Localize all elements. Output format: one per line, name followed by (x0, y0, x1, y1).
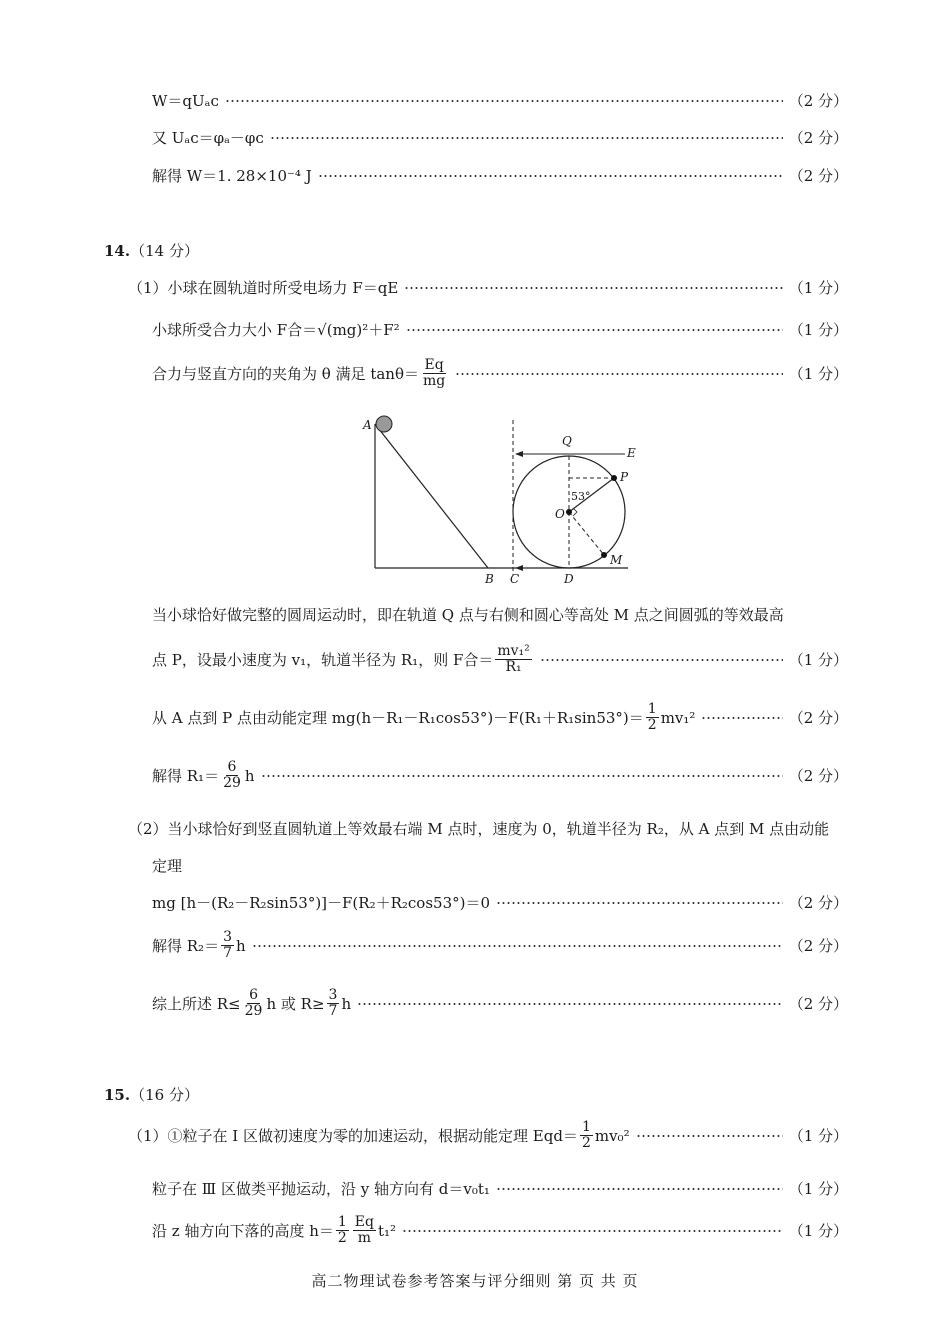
leader-dots (404, 287, 782, 289)
answer-line (152, 1178, 848, 1199)
leader-dots (636, 1135, 783, 1137)
leader-dots (701, 717, 782, 719)
answer-line (128, 277, 848, 298)
leader-dots (406, 329, 783, 331)
answer-line (152, 165, 848, 186)
formula-text: （1）①粒子在 Ⅰ 区做初速度为零的加速运动，根据动能定理 Eqd＝ (128, 1127, 578, 1146)
fraction (221, 930, 234, 962)
answer-line (152, 319, 848, 340)
answer-line (152, 90, 848, 111)
fraction (221, 760, 243, 792)
radius-om (569, 512, 604, 555)
question-points: （16 分） (130, 1086, 199, 1104)
formula: 又 Uₐᴄ＝φₐ－φᴄ (152, 129, 264, 147)
fraction (495, 644, 531, 676)
paragraph: 定理 (152, 857, 183, 875)
leader-dots (225, 100, 783, 102)
fraction (336, 1215, 349, 1247)
answer-line (152, 644, 848, 676)
score: （1 分） (788, 321, 848, 339)
fraction (580, 1120, 593, 1152)
paragraph: （2）当小球恰好到竖直圆轨道上等效最右端 M 点时，速度为 0，轨道半径为 R₂，从 A 点到 M 点由动能 (128, 820, 830, 838)
arrow-head (515, 451, 523, 457)
label-angle: 53° (571, 490, 591, 503)
paragraph: 当小球恰好做完整的圆周运动时，即在轨道 Q 点与右侧和圆心等高处 M 点之间圆弧的等效最高 (152, 606, 784, 624)
fraction (243, 988, 265, 1020)
formula: 解得 W＝1. 28×10⁻⁴ J (152, 167, 312, 185)
formula-text: 合力与竖直方向的夹角为 θ 满足 tanθ＝ (152, 365, 419, 384)
question-15-heading (104, 1084, 199, 1105)
point-o (566, 509, 572, 515)
formula-text: h (236, 936, 246, 955)
page-footer: 高二物理试卷参考答案与评分细则 第 页 共 页 (311, 1272, 639, 1290)
formula (152, 988, 351, 1020)
answer-line (152, 892, 848, 913)
score: （2 分） (788, 767, 848, 786)
formula (152, 760, 255, 792)
leader-dots (496, 902, 783, 904)
numerator: 1 (337, 1214, 347, 1230)
answer-line (152, 702, 848, 734)
formula (152, 702, 695, 734)
score: （1 分） (788, 279, 848, 297)
answer-line (152, 358, 848, 390)
denominator: R₁ (505, 659, 522, 676)
answer-line (152, 760, 848, 792)
label-q: Q (562, 434, 572, 448)
numerator: 6 (249, 987, 259, 1003)
denominator: 7 (328, 1003, 338, 1020)
formula (152, 644, 534, 676)
formula-text: 从 A 点到 P 点由动能定理 mg(h－R₁－R₁cos53°)－F(R₁＋R₁sin53°)＝ (152, 709, 644, 728)
label-d: D (564, 572, 574, 586)
leader-dots (496, 1188, 783, 1190)
label-e: E (627, 446, 636, 460)
leader-dots (540, 659, 783, 661)
answer-line (128, 1120, 848, 1152)
denominator: m (357, 1230, 372, 1247)
score: （1 分） (788, 651, 848, 670)
answer-line (152, 988, 848, 1020)
leader-dots (455, 373, 782, 375)
formula-text: 解得 R₁＝ (152, 767, 220, 786)
score: （1 分） (788, 365, 848, 384)
ball (376, 416, 392, 432)
score: （2 分） (788, 995, 848, 1014)
question-points: （14 分） (130, 242, 199, 260)
formula-text: h (244, 766, 255, 785)
answer-line (152, 1215, 848, 1247)
question-14-heading (104, 240, 199, 261)
formula-text: h 或 R≥ (266, 995, 325, 1014)
point-m (601, 552, 607, 558)
leader-dots (261, 775, 783, 777)
numerator: 1 (581, 1119, 591, 1135)
leader-dots (357, 1003, 783, 1005)
formula-text: t₁² (377, 1221, 397, 1240)
answer-line (152, 930, 848, 962)
formula-text: 点 P，设最小速度为 v₁，轨道半径为 R₁，则 F合＝ (152, 651, 494, 670)
score: （1 分） (788, 1127, 848, 1146)
numerator: Eq (354, 1214, 374, 1230)
formula-text: 沿 z 轴方向下落的高度 h＝ (152, 1222, 334, 1241)
denominator: 2 (581, 1135, 591, 1152)
score: （2 分） (788, 92, 848, 110)
score: （1 分） (788, 1222, 848, 1241)
formula (152, 930, 246, 962)
formula-text: h (341, 994, 352, 1013)
numerator: mv₁² (497, 643, 530, 659)
label-b: B (485, 572, 494, 586)
leader-dots (402, 1230, 783, 1232)
denominator: 29 (244, 1003, 263, 1020)
track-diagram (355, 410, 645, 590)
numerator: 3 (223, 929, 232, 945)
fraction (327, 988, 340, 1020)
formula: 小球所受合力大小 F合＝√(mg)²＋F² (152, 321, 400, 339)
label-a: A (363, 418, 372, 432)
numerator: 1 (647, 701, 657, 717)
question-number: 14. (104, 242, 131, 260)
answer-line (152, 127, 848, 148)
denominator: mg (423, 373, 446, 390)
score: （2 分） (788, 894, 848, 912)
score: （2 分） (788, 937, 848, 956)
formula: mg [h－(R₂－R₂sin53°)]－F(R₂＋R₂cos53°)＝0 (152, 894, 491, 912)
arrow-head (515, 565, 523, 571)
fraction (421, 358, 447, 390)
formula-text: mv₁² (660, 708, 696, 727)
fraction (646, 702, 659, 734)
score: （2 分） (788, 167, 848, 185)
formula (152, 1215, 396, 1247)
denominator: 2 (337, 1230, 347, 1247)
denominator: 2 (647, 717, 657, 734)
label-o: O (555, 507, 565, 521)
label-p: P (620, 470, 629, 484)
incline-slope (375, 424, 488, 568)
denominator: 29 (223, 775, 241, 792)
formula-text: mv₀² (594, 1126, 630, 1145)
denominator: 7 (223, 945, 232, 962)
formula-text: 综上所述 R≤ (152, 995, 241, 1014)
score: （2 分） (788, 709, 848, 728)
score: （2 分） (788, 129, 848, 147)
label-c: C (510, 572, 520, 586)
point-p (611, 475, 617, 481)
formula-text: 解得 R₂＝ (152, 937, 220, 956)
numerator: 6 (227, 759, 237, 775)
leader-dots (318, 175, 783, 177)
score: （1 分） (788, 1180, 848, 1198)
fraction (353, 1215, 376, 1247)
formula: W＝qUₐᴄ (152, 92, 219, 110)
formula: 粒子在 Ⅲ 区做类平抛运动，沿 y 轴方向有 d＝v₀t₁ (152, 1180, 490, 1198)
formula (128, 1120, 630, 1152)
question-number: 15. (104, 1086, 131, 1104)
label-m: M (610, 553, 623, 567)
numerator: Eq (424, 357, 444, 373)
numerator: 3 (328, 987, 338, 1003)
formula (152, 358, 449, 390)
leader-dots (252, 945, 783, 947)
formula: （1）小球在圆轨道时所受电场力 F＝qE (128, 279, 399, 297)
leader-dots (270, 137, 783, 139)
